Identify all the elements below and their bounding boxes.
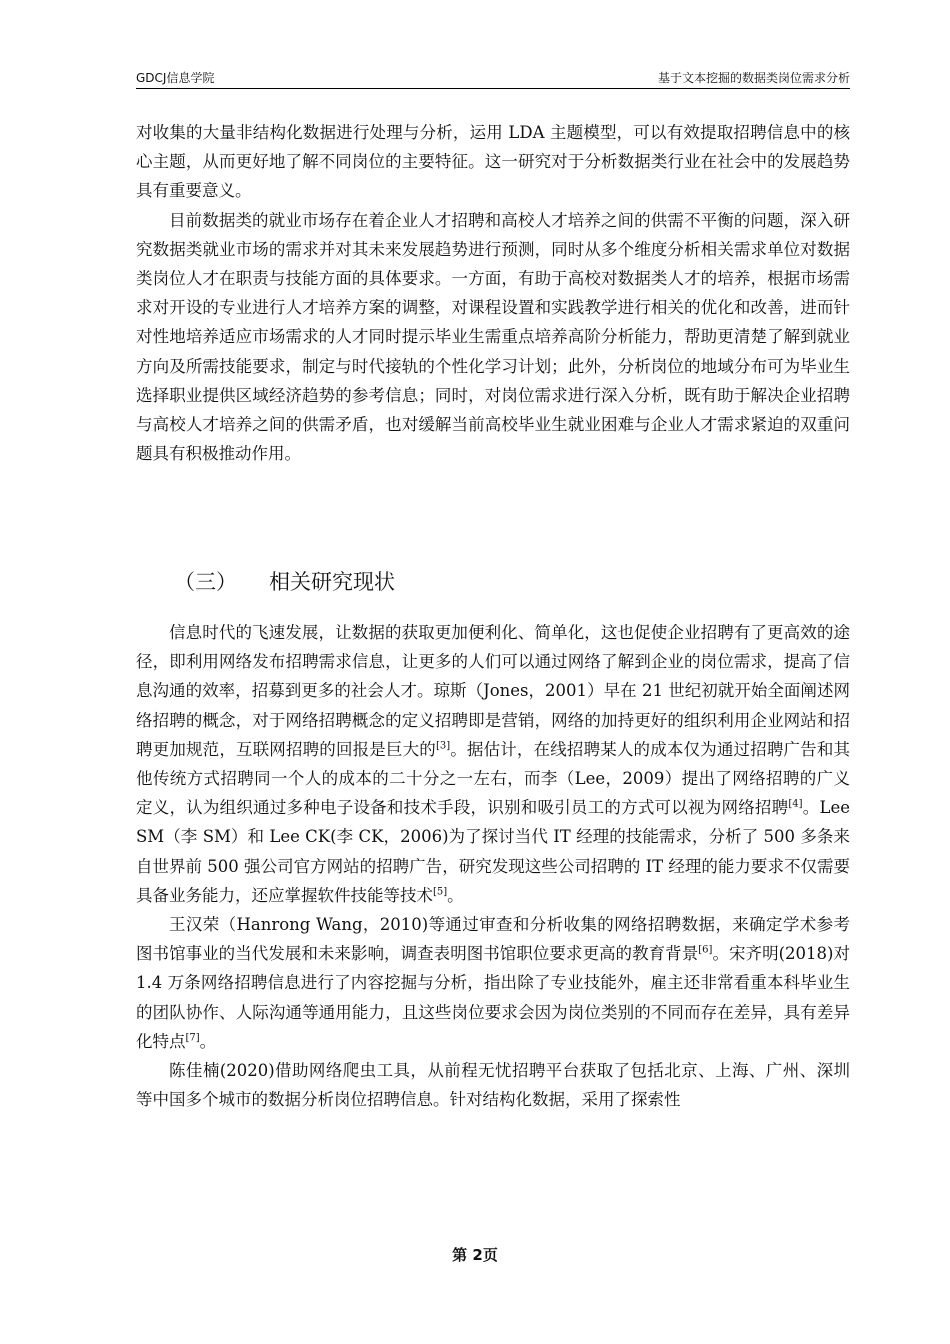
header-thesis-title: 基于文本挖掘的数据类岗位需求分析 <box>657 71 850 85</box>
research-section <box>136 618 850 1114</box>
research-paragraph-3: 陈佳楠(2020)借助网络爬虫工具，从前程无忧招聘平台获取了包括北京、上海、广州、深圳等中国多个城市的数据分析岗位招聘信息。针对结构化数据，采用了探索性 <box>136 1061 850 1110</box>
page-header <box>136 66 850 89</box>
section-number: （三） <box>174 570 237 594</box>
intro-paragraph-2: 目前数据类的就业市场存在着企业人才招聘和高校人才培养之间的供需不平衡的问题，深入研究数据类就业市场的需求并对其未来发展趋势进行预测，同时从多个维度分析相关需求单位对数据类岗位人才在职责与技能方面的具体要求。一方面，有助于高校对数据类人才的培养，根据市场需求对开设的专业进行人才培养方案的调整，对课程设置和实践教学进行相关的优化和改善，进而针对性地培养适应市场需求的人才同时提示毕业生需重点培养高阶分析能力，帮助更清楚了解到就业方向及所需技能要求，制定与时代接轨的个性化学习计划；此外，分析岗位的地域分布可为毕业生选择职业提供区域经济趋势的参考信息；同时，对岗位需求进行深入分析，既有助于解决企业招聘与高校人才培养之间的供需矛盾，也对缓解当前高校毕业生就业困难与企业人才需求紧迫的双重问题具有积极推动作用。 <box>136 210 850 464</box>
research-paragraph-2 <box>136 910 850 1056</box>
citation-ref: [7] <box>185 1032 200 1044</box>
citation-ref: [5] <box>433 886 448 898</box>
page-number: 第 2页 <box>452 1246 498 1264</box>
citation-ref: [6] <box>698 944 713 956</box>
research-paragraph-1 <box>136 618 850 910</box>
text-run: 。据估计，在线招聘某人的成本仅为通过招聘广告和其他传统方式招聘同一个人的成本的二十分之一左右，而李（Lee，2009）提出了网络招聘的广义定义，认为组织通过多种电子设备和技术手段，识别和吸引员工的方式可以视为网络招聘 <box>136 739 851 818</box>
text-run: 。 <box>447 885 464 905</box>
text-run: 。Lee SM（李 SM）和 Lee CK(李 CK，2006)为了探讨当代 IT 经理的技能需求，分析了 500 多条来自世界前 500 强公司官方网站的招聘广告，研究发现这些公司招聘的 IT 经理的能力要求不仅需要具备业务能力，还应掌握软件技能等技术 <box>136 798 850 905</box>
text-run: 王汉荣（Hanrong Wang，2010)等通过审查和分析收集的网络招聘数据，来确定学术参考图书馆事业的当代发展和未来影响，调查表明图书馆职位要求更高的教育背景 <box>136 915 850 964</box>
intro-paragraph-1: 对收集的大量非结构化数据进行处理与分析，运用 LDA 主题模型，可以有效提取招聘信息中的核心主题，从而更好地了解不同岗位的主要特征。这一研究对于分析数据类行业在社会中的发展趋势具有重要意义。 <box>136 123 850 201</box>
section-heading <box>174 566 395 596</box>
citation-ref: [3] <box>435 740 451 752</box>
text-run: 信息时代的飞速发展，让数据的获取更加便利化、简单化，这也促使企业招聘有了更高效的途径，即利用网络发布招聘需求信息，让更多的人们可以通过网络了解到企业的岗位需求，提高了信息沟通的效率，招募到更多的社会人才。琼斯（Jones，2001）早在 21 世纪初就开始全面阐述网络招聘的概念，对于网络招聘概念的定义招聘即是营销，网络的加持更好的组织利用企业网站和招聘更加规范，互联网招聘的回报是巨大的 <box>136 623 850 759</box>
section-title: 相关研究现状 <box>269 570 395 594</box>
text-run: 。 <box>199 1031 217 1051</box>
header-institution: GDCJ信息学院 <box>136 71 215 85</box>
text-run: 。宋齐明(2018)对 1.4 万条网络招聘信息进行了内容挖掘与分析，指出除了专业技能外，雇主还非常看重本科毕业生的团队协作、人际沟通等通用能力，且这些岗位要求会因为岗位类别的不同而存在差异，具有差异化特点 <box>136 944 851 1051</box>
intro-section <box>136 118 850 468</box>
citation-ref: [4] <box>788 798 803 810</box>
